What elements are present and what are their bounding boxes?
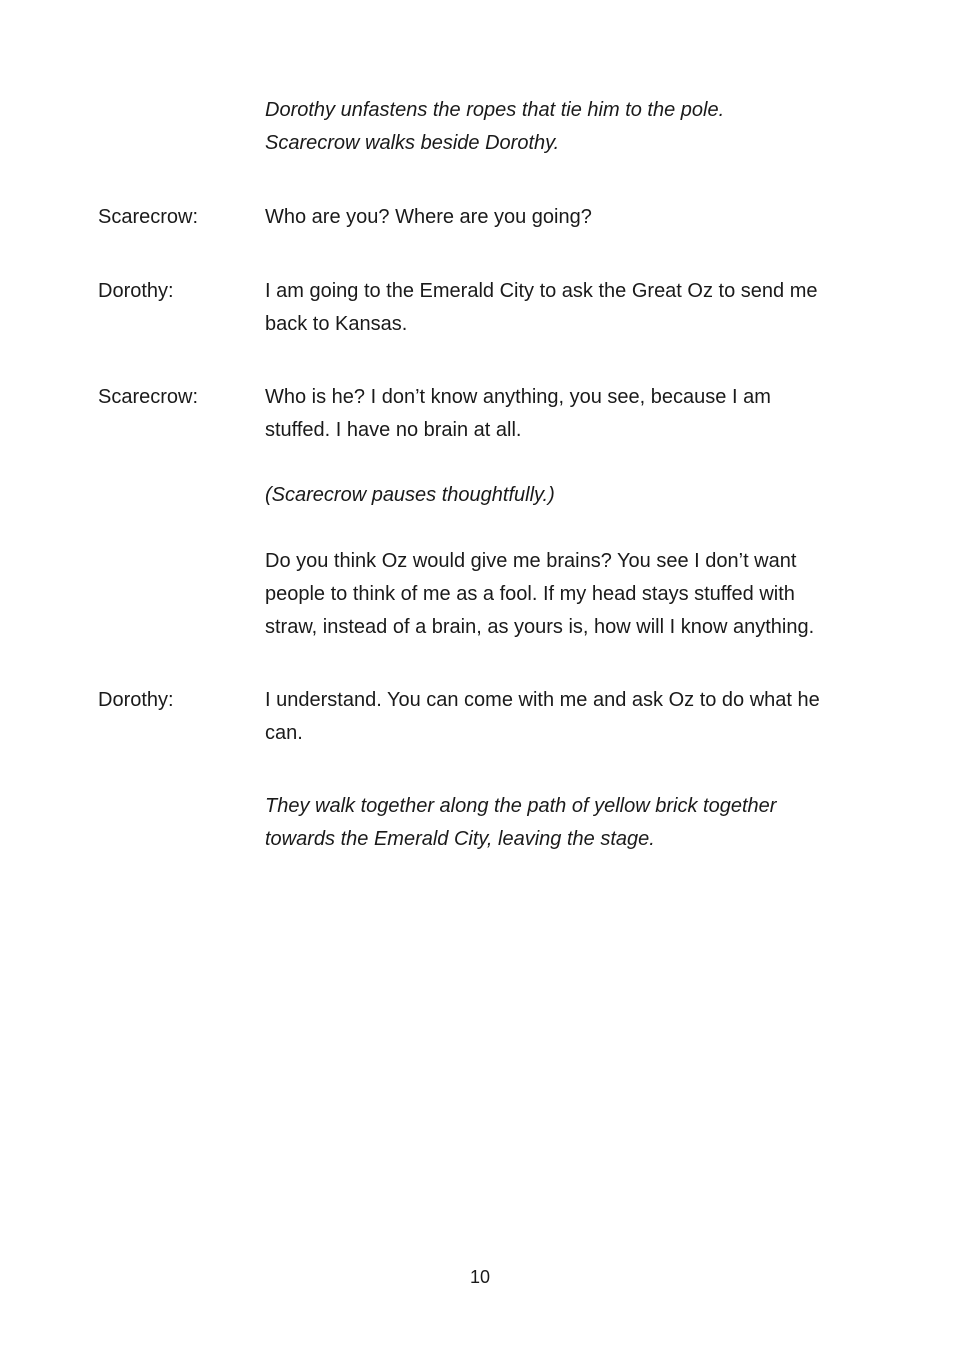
dialogue-text [265, 381, 875, 447]
text-line: They walk together along the path of yellow brick together [265, 795, 777, 817]
speaker-name: Scarecrow: [98, 206, 199, 228]
text-line: Who are you? Where are you going? [265, 206, 592, 228]
text-line: Dorothy unfastens the ropes that tie him to the pole. [265, 99, 725, 121]
text-line: straw, instead of a brain, as yours is, how will I know anything. [265, 616, 815, 638]
stage-direction-text [265, 790, 875, 856]
page-number: 10 [469, 1267, 491, 1287]
text-line: stuffed. I have no brain at all. [265, 419, 522, 441]
stage-direction-text [265, 94, 875, 160]
dialogue-text [265, 684, 875, 750]
text-line: can. [265, 722, 303, 744]
dialogue-text [265, 545, 875, 644]
dialogue-text [265, 201, 875, 234]
text-line: back to Kansas. [265, 313, 408, 335]
text-line: Who is he? I don’t know anything, you see, because I am [265, 386, 771, 408]
text-line: I am going to the Emerald City to ask the Great Oz to send me [265, 280, 818, 302]
text-line: Scarecrow walks beside Dorothy. [265, 132, 560, 154]
text-line: (Scarecrow pauses thoughtfully.) [265, 484, 555, 506]
stage-direction-text [265, 479, 875, 512]
speaker-name: Scarecrow: [98, 386, 199, 408]
text-line: Do you think Oz would give me brains? You see I don’t want [265, 550, 797, 572]
text-line: I understand. You can come with me and ask Oz to do what he [265, 689, 820, 711]
text-line: people to think of me as a fool. If my head stays stuffed with [265, 583, 795, 605]
text-line: towards the Emerald City, leaving the stage. [265, 828, 655, 850]
speaker-name: Dorothy: [98, 689, 174, 711]
dialogue-text [265, 275, 875, 341]
speaker-name: Dorothy: [98, 280, 174, 302]
